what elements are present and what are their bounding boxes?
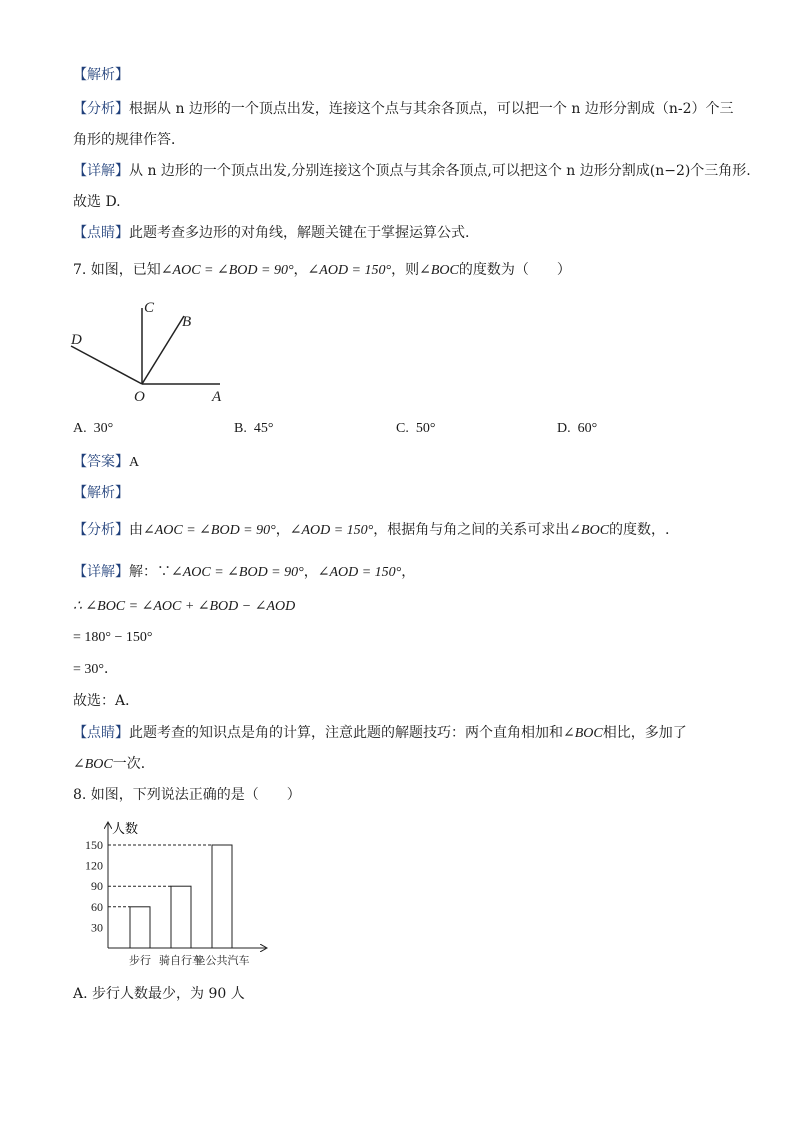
answer-value: A — [129, 455, 140, 470]
bar-chart — [70, 815, 280, 975]
q7-option-d[interactable]: D. 60° — [557, 421, 598, 436]
answer-tag: 【答案】 — [73, 454, 129, 470]
label-o: O — [134, 389, 145, 405]
q7-option-b[interactable]: B. 45° — [234, 421, 274, 436]
y-tick-label: 150 — [85, 838, 103, 852]
q7-sep: ， — [293, 262, 308, 278]
xiangjie-7 — [73, 563, 415, 582]
fenxi-6-line2: 角形的规律作答． — [73, 132, 185, 148]
bar-1 — [171, 886, 191, 948]
fenxi-cond1: ∠AOC = ∠BOD = 90° — [143, 523, 276, 538]
q7-cond2: ∠AOD = 150° — [307, 263, 392, 278]
label-d: D — [71, 332, 82, 348]
label-a: A — [212, 389, 222, 405]
dianjing-pre: 此题考查的知识点是角的计算，注意此题的解题技巧：两个直角相加和 — [129, 725, 563, 741]
solution-step-1: ∴ ∠BOC = ∠AOC + ∠BOD − ∠AOD — [73, 599, 296, 614]
y-axis-label: 人数 — [112, 821, 139, 836]
dianjing-target: ∠BOC — [563, 726, 603, 741]
xiangjie-cond1: ∠AOC = ∠BOD = 90° — [171, 565, 304, 580]
jiexi-heading-7: 【解析】 — [73, 485, 129, 501]
fenxi-sep: ， — [275, 522, 290, 538]
y-tick-label: 60 — [91, 899, 103, 914]
xiangjie-tag: 【详解】 — [73, 163, 129, 179]
dianjing-7-line1 — [73, 724, 687, 743]
label-b: B — [182, 314, 192, 330]
dianjing-post: 相比，多加了 — [602, 725, 687, 741]
answer-7 — [73, 453, 139, 472]
bar-0 — [130, 907, 150, 948]
question-8-stem: 8. 如图，下列说法正确的是（ ） — [73, 787, 301, 803]
dianjing-7-line2 — [73, 755, 155, 774]
ray-ob — [142, 316, 184, 384]
xiangjie-sep: ， — [303, 564, 318, 580]
fenxi-6-line1 — [73, 100, 734, 118]
q7-target: ∠BOC — [419, 263, 459, 278]
q7-option-c[interactable]: C. 50° — [396, 421, 436, 436]
xiangjie-pre: 解：∵ — [129, 564, 171, 580]
fenxi-tag: 【分析】 — [73, 101, 129, 117]
xiangjie-tag: 【详解】 — [73, 564, 129, 580]
y-tick-label: 90 — [91, 879, 103, 894]
q7-cond1: ∠AOC = ∠BOD = 90° — [160, 263, 294, 278]
q7-middle: ，则 — [391, 262, 420, 278]
dianjing-6 — [73, 224, 469, 242]
fenxi-text: 根据从 n 边形的一个顶点出发，连接这个点与其余各顶点，可以把一个 n 边形分割成（n-2）个三 — [129, 101, 734, 117]
q7-suffix: 的度数为（ ） — [458, 262, 571, 278]
y-tick-label: 30 — [91, 920, 103, 935]
bar-2 — [212, 845, 232, 948]
xiangjie-6 — [73, 162, 751, 180]
q8-option-a[interactable]: A. 步行人数最少，为 90 人 — [73, 986, 245, 1002]
q7-prefix: 7. 如图，已知 — [73, 262, 161, 278]
dianjing-line2-target: ∠BOC — [73, 757, 113, 772]
xiangjie-cond2: ∠AOD = 150° — [317, 565, 402, 580]
x-category-label: 坐公共汽车 — [194, 955, 250, 967]
x-category-label: 骑自行车 — [159, 955, 203, 967]
fenxi-end: 的度数，. — [609, 522, 670, 538]
q7-option-a[interactable]: A. 30° — [73, 421, 114, 436]
y-tick-label: 120 — [85, 858, 103, 873]
question-7-stem — [73, 261, 571, 280]
fenxi-target: ∠BOC — [569, 523, 610, 538]
dianjing-text: 此题考查多边形的对角线，解题关键在于掌握运算公式. — [129, 225, 470, 241]
angle-figure — [60, 292, 240, 412]
label-c: C — [144, 300, 155, 316]
answer-choice-6: 故选 D. — [73, 194, 121, 210]
xiangjie-text: 从 n 边形的一个顶点出发,分别连接这个顶点与其余各顶点,可以把这个 n 边形分割成(n−2)个三角形. — [129, 163, 751, 179]
ray-od — [71, 346, 142, 384]
fenxi-tag: 【分析】 — [73, 522, 129, 538]
fenxi-pre: 由 — [129, 522, 143, 538]
dianjing-line2-post: 一次． — [112, 756, 155, 772]
solution-step-3: = 30°． — [73, 662, 118, 677]
dianjing-tag: 【点睛】 — [73, 225, 129, 241]
dianjing-tag: 【点睛】 — [73, 725, 129, 741]
solution-step-2: = 180° − 150° — [73, 630, 153, 645]
fenxi-mid: ，根据角与角之间的关系可求出 — [373, 522, 570, 538]
fenxi-cond2: ∠AOD = 150° — [289, 523, 374, 538]
xiangjie-end: ， — [401, 564, 416, 580]
fenxi-7 — [73, 521, 669, 540]
jiexi-heading-6: 【解析】 — [73, 67, 129, 83]
answer-choice-7: 故选：A． — [73, 693, 140, 709]
x-category-label: 步行 — [129, 955, 151, 967]
